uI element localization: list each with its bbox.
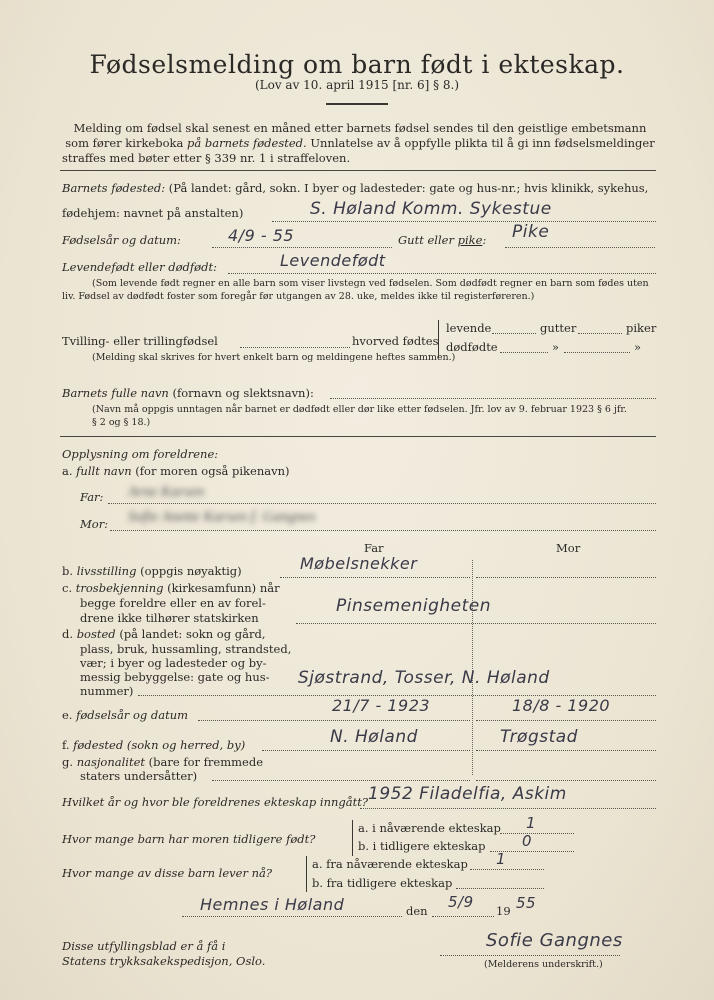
e-mor-line: [476, 720, 656, 721]
year-prefix: 19: [496, 904, 511, 918]
twins-dodfodte: dødfødte: [446, 340, 498, 354]
d-value[interactable]: Sjøstrand, Tosser, N. Høland: [298, 668, 550, 688]
footer-line-1: Disse utfyllingsblad er å få i: [62, 939, 226, 953]
parents-d-line-2: plass, bruk, hussamling, strandsted,: [80, 642, 292, 656]
children-alive-b-line: [456, 888, 544, 889]
twins-label: Tvilling- eller trillingfødsel: [62, 334, 218, 348]
children-born-a-value[interactable]: 1: [526, 814, 537, 832]
g-mor-line: [476, 780, 656, 781]
children-alive-b: b. fra tidligere ekteskap: [312, 876, 453, 890]
birthplace-row: Barnets fødested: (På landet: gård, sokn. I byer og ladesteder: gate og hus-nr.; hvis klinikk, sykehus,: [62, 181, 649, 195]
mor-value[interactable]: Sofie Anette Karsen f. Gangnes: [128, 509, 316, 525]
birthplace-value[interactable]: S. Høland Komm. Sykestue: [310, 199, 552, 219]
parents-c-line-2: begge foreldre eller en av forel-: [80, 596, 266, 610]
e-far-line: [198, 720, 470, 721]
birthplace-desc: fødehjem: navnet på anstalten): [62, 206, 244, 220]
twins-hvorved: hvorved fødtes: [352, 334, 439, 348]
title-divider: [326, 103, 388, 105]
children-alive-brace: [306, 856, 307, 892]
twins-ditto-1: »: [552, 340, 560, 354]
section-divider: [60, 170, 656, 171]
children-alive-label: Hvor mange av disse barn lever nå?: [62, 866, 273, 880]
far-value[interactable]: Arne Karsen: [128, 484, 205, 500]
twins-note: (Melding skal skrives for hvert enkelt barn og meldingene heftes sammen.): [92, 352, 456, 363]
den-label: den: [406, 904, 428, 918]
section-divider: [60, 436, 656, 437]
parents-e-row: e. fødselsår og datum: [62, 708, 189, 722]
parents-d-line-5: nummer): [80, 684, 134, 698]
dodfodte-line: [500, 352, 548, 353]
signature-line: [440, 955, 620, 956]
twins-line: [240, 347, 350, 348]
intro-line-2: som fører kirkeboka på barnets fødested. Unnlatelse av å oppfylle plikta til å gi inn fødselsmeldinger: [65, 136, 655, 150]
live-note-2: liv. Fødsel av dødfødt foster som foregår før utgangen av 28. uke, meldes ikke til registerføreren.): [62, 291, 535, 302]
twins-levende: levende: [446, 321, 492, 335]
birthdate-line: [212, 247, 392, 248]
e-mor-value[interactable]: 18/8 - 1920: [512, 696, 611, 715]
footer-line-2: Statens trykksakekspedisjon, Oslo.: [62, 954, 266, 968]
parents-a-row: a. fullt navn (for moren også pikenavn): [62, 464, 290, 478]
twins-piker: piker: [626, 321, 657, 335]
children-alive-a: a. fra nåværende ekteskap: [312, 857, 468, 871]
birthplace-line: [272, 221, 656, 222]
far-line: [108, 503, 656, 504]
parents-g-row: g. nasjonalitet (bare for fremmede: [62, 755, 264, 769]
place-value[interactable]: Hemnes i Høland: [200, 895, 345, 914]
children-born-brace: [352, 820, 353, 856]
form-title: Fødselsmelding om barn født i ekteskap.: [89, 50, 625, 79]
children-born-a: a. i nåværende ekteskap: [358, 821, 501, 835]
birthdate-label: Fødselsår og datum:: [62, 233, 181, 247]
intro-line-3: straffes med bøter etter § 339 nr. 1 i straffeloven.: [62, 151, 351, 165]
column-mor: Mor: [556, 541, 581, 555]
year-value[interactable]: 55: [516, 894, 537, 912]
live-value[interactable]: Levendefødt: [280, 251, 386, 270]
marriage-line: [360, 808, 656, 809]
parents-d-line-4: messig bebyggelse: gate og hus-: [80, 670, 270, 684]
mor-label: Mor:: [80, 517, 109, 531]
parents-f-row: f. fødested (sokn og herred, by): [62, 738, 246, 752]
fullname-note-1: (Navn må oppgis unntagen når barnet er dødfødt eller dør like etter fødselen. Jfr. lov av 9. februar 1923 § 6 jfr.: [92, 404, 627, 415]
ditto-line: [564, 352, 630, 353]
parents-g-line-2: staters undersåtter): [80, 769, 198, 783]
parents-b-row: b. livsstilling (oppgis nøyaktig): [62, 564, 242, 578]
fullname-label: Barnets fulle navn: [62, 386, 169, 400]
date-line: [432, 916, 494, 917]
sex-line: [505, 247, 655, 248]
gutter-line: [578, 333, 622, 334]
place-line: [182, 916, 402, 917]
b-far-value[interactable]: Møbelsnekker: [300, 554, 418, 573]
birthplace-label: Barnets fødested:: [62, 181, 166, 195]
marriage-value[interactable]: 1952 Filadelfia, Askim: [368, 784, 567, 804]
levende-line: [492, 333, 536, 334]
live-note-1: (Som levende født regner en alle barn som viser livstegn ved fødselen. Som dødfødt regner en barn som fødes uten: [92, 278, 649, 289]
form-subtitle: (Lov av 10. april 1915 [nr. 6] § 8.): [254, 78, 460, 92]
f-mor-line: [476, 750, 656, 751]
b-far-line: [280, 577, 470, 578]
parents-heading: Opplysning om foreldrene:: [62, 447, 219, 461]
f-far-line: [262, 750, 470, 751]
f-far-value[interactable]: N. Høland: [330, 727, 418, 747]
live-line: [228, 273, 656, 274]
parents-d-row: d. bosted (på landet: sokn og gård,: [62, 627, 266, 641]
children-alive-a-value[interactable]: 1: [496, 850, 507, 868]
c-value[interactable]: Pinsemenigheten: [336, 596, 492, 616]
fullname-note-2: § 2 og § 18.): [92, 417, 151, 428]
date-value[interactable]: 5/9: [448, 893, 474, 911]
signature-label: (Melderens underskrift.): [484, 959, 603, 970]
column-far: Far: [364, 541, 384, 555]
g-far-line: [212, 780, 470, 781]
e-far-value[interactable]: 21/7 - 1923: [332, 696, 431, 715]
children-born-b-value[interactable]: 0: [522, 832, 533, 850]
birthdate-value[interactable]: 4/9 - 55: [228, 226, 295, 245]
children-born-a-line: [500, 833, 574, 834]
f-mor-value[interactable]: Trøgstad: [500, 727, 578, 747]
fullname-row: Barnets fulle navn (fornavn og slektsnavn):: [62, 386, 314, 400]
children-alive-a-line: [470, 869, 544, 870]
children-born-label: Hvor mange barn har moren tidligere født?: [62, 832, 316, 846]
intro-line-1: Melding om fødsel skal senest en måned etter barnets fødsel sendes til den geistlige embetsmann: [73, 121, 647, 135]
marriage-label: Hvilket år og hvor ble foreldrenes ekteskap inngått?: [62, 795, 369, 809]
parents-d-line-3: vær; i byer og ladesteder og by-: [80, 656, 267, 670]
sex-label: Gutt eller pike:: [398, 233, 487, 247]
mor-line: [110, 530, 656, 531]
intro-text: [62, 121, 658, 166]
twins-gutter: gutter: [540, 321, 577, 335]
children-born-b: b. i tidligere ekteskap: [358, 839, 486, 853]
signature-value[interactable]: Sofie Gangnes: [486, 930, 623, 951]
twins-ditto-2: »: [634, 340, 642, 354]
c-line: [296, 623, 656, 624]
b-mor-line: [476, 577, 656, 578]
sex-value[interactable]: Pike: [512, 222, 550, 242]
far-label: Far:: [80, 490, 104, 504]
live-label: Levendefødt eller dødfødt:: [62, 260, 217, 274]
fullname-line: [330, 398, 656, 399]
parents-c-line-3: drene ikke tilhører statskirken: [80, 611, 259, 625]
parents-c-row: c. trosbekjenning (kirkesamfunn) når: [62, 581, 280, 595]
